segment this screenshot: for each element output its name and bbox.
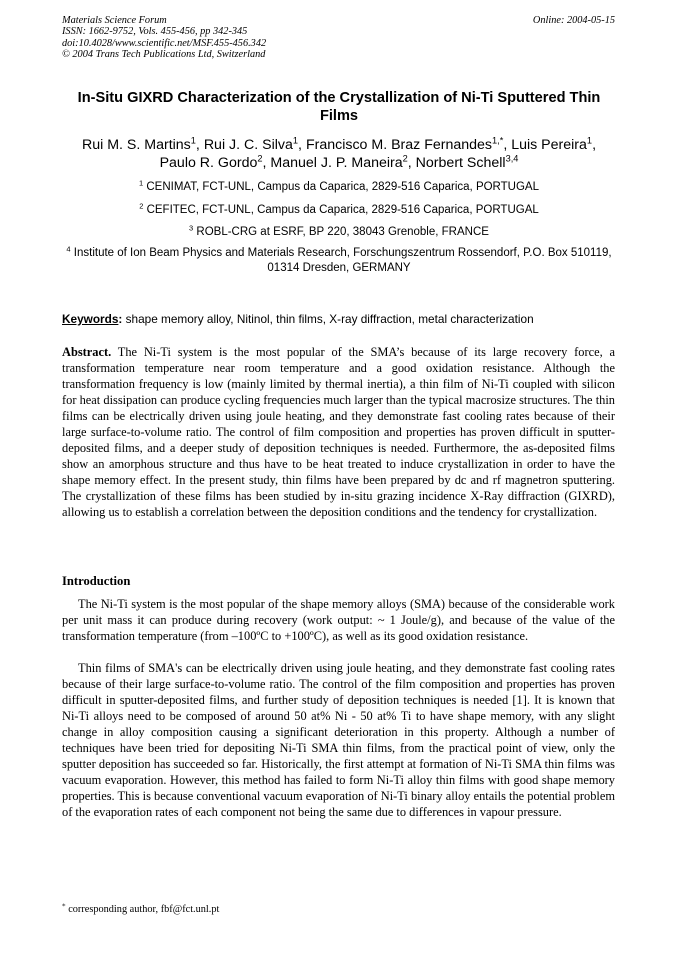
author-name: Manuel J. P. Maneira	[270, 155, 403, 172]
copyright-line: © 2004 Trans Tech Publications Ltd, Switzerland	[62, 48, 266, 60]
doi-line: doi:10.4028/www.scientific.net/MSF.455-456.342	[62, 37, 267, 49]
keywords-line: Keywords: shape memory alloy, Nitinol, thin films, X-ray diffraction, metal characterization	[62, 312, 534, 326]
affiliation-number: 1	[139, 178, 144, 188]
footnote-mark: *	[62, 902, 66, 911]
affiliation-text: Institute of Ion Beam Physics and Materials Research, Forschungszentrum Rossendorf, P.O. Box 510119, 01314 Dresden, GERMANY	[73, 247, 612, 274]
affiliation-text: CENIMAT, FCT-UNL, Campus da Caparica, 2829-516 Caparica, PORTUGAL	[146, 181, 539, 193]
author-name: Rui M. S. Martins	[81, 137, 191, 153]
author-name: Francisco M. Braz Fernandes	[305, 137, 493, 153]
intro-paragraph-1: The Ni-Ti system is the most popular of the shape memory alloys (SMA) because of the considerable work per unit mass it can produce during recovery (work output: ~ 1 Joule/g), and because of the value of the transformation temperature (from –100ºC to +100ºC), as well as its good oxidation resistance.	[62, 597, 615, 643]
affiliation-number: 2	[139, 201, 144, 211]
abstract-paragraph	[62, 344, 615, 520]
affiliation-4	[62, 246, 616, 276]
intro-paragraph-2: Thin films of SMA's can be electrically driven using joule heating, and they demonstrate fast cooling rates because of their large surface-to-volume ratio. The control of the film composition and properties has proven difficult in sputter-deposited films, and further study of deposition techniques is needed [1]. It is known that Ni-Ti alloys need to be composed of around 50 at% Ni - 50 at% Ti to have shape memory, with any slight change in alloy composition causing a significant deterioration in this property. Although a number of techniques have been tried for depositing Ni-Ti SMA thin films, from the practical point of view, only the sputter deposition has succeeded so far. Historically, the first attempt at formation of Ni-Ti SMA thin films was vacuum evaporation. However, this method has failed to form Ni-Ti alloy thin films with good shape memory properties. This is because conventional vacuum evaporation of Ni-Ti binary alloy entails the potential problem of the evaporation rates of each component not being the same due to differences in vapour pressure.	[62, 661, 615, 819]
author-affiliation-mark: 1	[190, 135, 196, 146]
author-affiliation-mark: 1	[586, 135, 593, 146]
affiliation-text: ROBL-CRG at ESRF, BP 220, 38043 Grenoble, FRANCE	[196, 226, 489, 238]
author-list: Rui M. S. Martins$^1$, Rui J. C. Silva$^1$, Francisco M. Braz Fernandes$^{1,*}$, Luis Pereira$^1$, Paulo R. Gordo$^2$, Manuel J. P. Maneira$^2$, Norbert Schell$^{3,4}$	[81, 135, 597, 172]
affiliation-1	[62, 180, 616, 195]
author-affiliation-mark: 3,4	[505, 153, 519, 164]
abstract-label: Abstract.	[62, 345, 112, 359]
issn-line: ISSN: 1662-9752, Vols. 455-456, pp 342-345	[62, 26, 248, 38]
footnote-text: corresponding author, fbf@fct.unl.pt	[68, 904, 220, 915]
keywords-label: Keywords	[62, 312, 119, 326]
author-affiliation-mark: 1	[292, 135, 299, 146]
affiliation-3	[62, 225, 616, 240]
author-name: Rui J. C. Silva	[203, 137, 293, 153]
author-name: Norbert Schell	[415, 155, 506, 172]
author-affiliation-mark: 2	[402, 153, 408, 164]
affiliation-number: 3	[189, 223, 194, 233]
author-name: Luis Pereira	[511, 137, 587, 153]
section-heading-introduction: Introduction	[62, 574, 131, 588]
author-affiliation-mark: 1,*	[492, 135, 504, 146]
author-affiliation-mark: 2	[257, 153, 263, 164]
keywords-text: shape memory alloy, Nitinol, thin films, X-ray diffraction, metal characterization	[125, 312, 534, 326]
affiliation-number: 4	[66, 244, 71, 254]
author-name: Paulo R. Gordo	[159, 155, 258, 172]
online-date: Online: 2004-05-15	[532, 15, 615, 26]
affiliation-2	[62, 203, 616, 218]
corresponding-author-footnote	[62, 904, 219, 916]
journal-header	[62, 15, 266, 60]
abstract-text: The Ni-Ti system is the most popular of the SMA’s because of its large recovery force, a transformation temperature near room temperature and a good oxidation resistance. Although the transformation frequency is low (mainly limited by thermal inertia), a thin film of Ni-Ti coupled with silicon for heat dissipation can produce cycling frequencies much larger than the typical macrosize structures. The thin films can be electrically driven using joule heating, and they demonstrate fast cooling rates because of their large surface-to-volume ratio. The control of film composition and properties has proven difficult in sputter-deposited films, and a deeper study of deposition techniques is needed. Furthermore, the as-deposited films show an amorphous structure and thus have to be heat treated to induce crystallization in order to have the shape memory effect. In the present study, thin films have been prepared by dc and rf magnetron sputtering. The crystallization of these films has been studied by in-situ grazing incidence X-Ray diffraction (GIXRD), allowing us to establish a correlation between the deposition conditions and the tendency for crystallization.	[62, 345, 615, 519]
affiliation-text: CEFITEC, FCT-UNL, Campus da Caparica, 2829-516 Caparica, PORTUGAL	[146, 204, 539, 216]
paper-title: In-Situ GIXRD Characterization of the Crystallization of Ni-Ti Sputtered Thin Films	[77, 90, 601, 124]
journal-name: Materials Science Forum	[62, 15, 167, 26]
